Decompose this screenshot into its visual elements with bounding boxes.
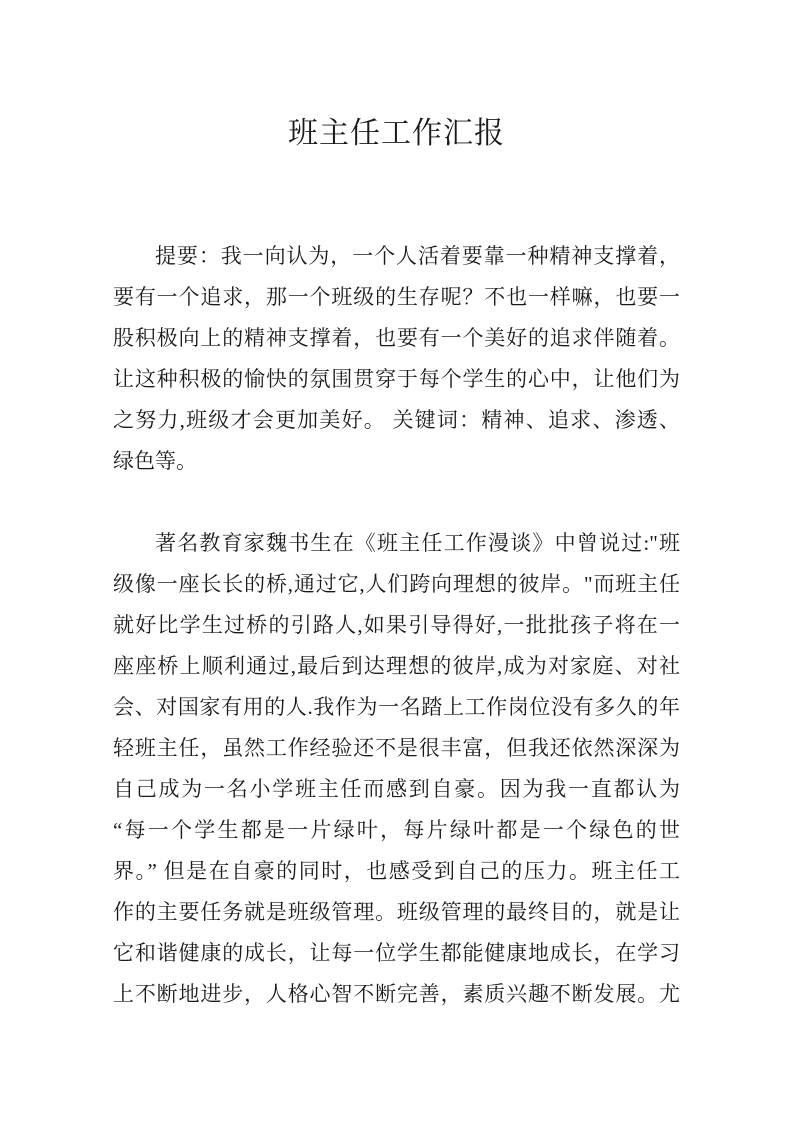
text-line: 要有一个追求，那一个班级的生存呢？不也一样嘛，也要一 (113, 285, 680, 309)
text-line: 绿色等。 (113, 449, 197, 473)
text-line: 轻班主任，虽然工作经验还不是很丰富，但我还依然深深为 (113, 736, 680, 760)
text-line: 著名教育家魏书生在《班主任工作漫谈》中曾说过:"班 (155, 531, 680, 555)
text-line: 级像一座长长的桥,通过它,人们跨向理想的彼岸。"而班主任 (113, 572, 680, 596)
document-title: 班主任工作汇报 (288, 117, 505, 150)
document-body (113, 236, 680, 1015)
text-line: 它和谐健康的成长，让每一位学生都能健康地成长，在学习 (113, 941, 680, 965)
text-line: 会、对国家有用的人.我作为一名踏上工作岗位没有多久的年 (113, 695, 680, 719)
text-line: 股积极向上的精神支撑着，也要有一个美好的追求伴随着。 (113, 326, 680, 350)
text-line: 自己成为一名小学班主任而感到自豪。因为我一直都认为 (113, 777, 680, 801)
text-line: 座座桥上顺利通过,最后到达理想的彼岸,成为对家庭、对社 (113, 654, 680, 678)
text-line: 就好比学生过桥的引路人,如果引导得好,一批批孩子将在一 (113, 613, 680, 637)
text-line: “每一个学生都是一片绿叶，每片绿叶都是一个绿色的世 (113, 818, 680, 842)
text-line: 作的主要任务就是班级管理。班级管理的最终目的，就是让 (113, 900, 680, 924)
paragraph (113, 523, 680, 1015)
text-line: 之努力,班级才会更加美好。 关键词：精神、追求、渗透、 (113, 408, 680, 432)
paragraph (113, 236, 680, 482)
text-line: 让这种积极的愉快的氛围贯穿于每个学生的心中，让他们为 (113, 367, 680, 391)
text-line: 上不断地进步，人格心智不断完善，素质兴趣不断发展。尤 (113, 982, 680, 1006)
text-line: 界。” 但是在自豪的同时，也感受到自己的压力。班主任工 (113, 859, 680, 883)
text-line: 提要：我一向认为，一个人活着要靠一种精神支撑着， (155, 244, 680, 268)
